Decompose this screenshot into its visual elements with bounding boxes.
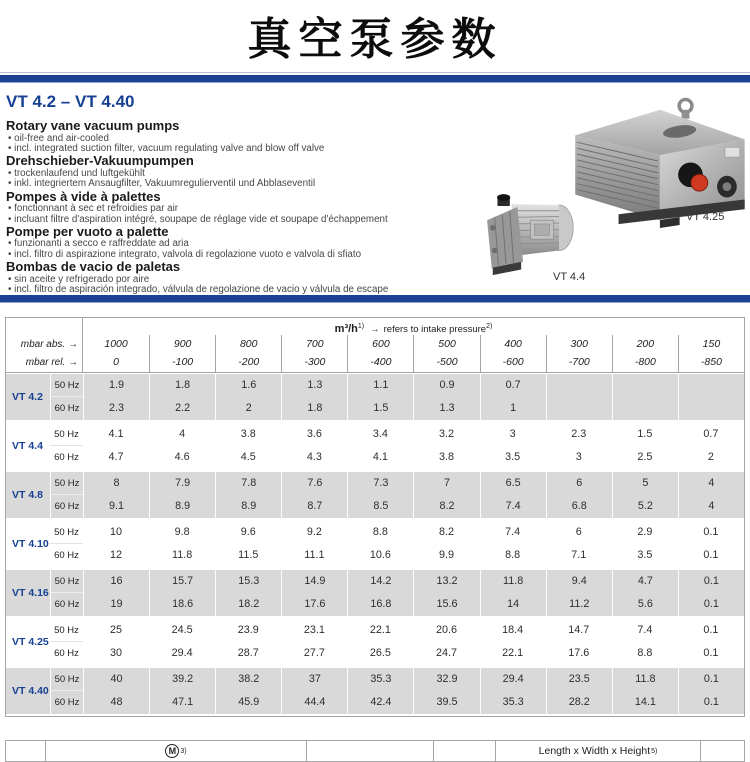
model-range-heading: VT 4.2 – VT 4.40 — [6, 92, 135, 111]
unit-header-cell — [83, 318, 744, 335]
flow-value: 1.3 — [413, 397, 479, 420]
table-header — [6, 318, 744, 373]
flow-value: 1.5 — [347, 397, 413, 420]
flow-value: 1.8 — [281, 397, 347, 420]
flow-value: 7.4 — [480, 495, 546, 518]
unit-footnote-mark: 1) — [357, 323, 365, 330]
flow-value: 1 — [480, 397, 546, 420]
flow-value: 4.7 — [612, 570, 678, 593]
flow-value: 5 — [612, 472, 678, 495]
feature-bullet: • funzionanti a secco e raffreddate ad aria — [6, 239, 742, 249]
flow-value: 2.3 — [83, 397, 149, 420]
lang-heading: Bombas de vacio de paletas — [6, 259, 181, 275]
flow-value: 16.8 — [347, 593, 413, 616]
flow-value: 11.2 — [546, 593, 612, 616]
flow-value — [546, 374, 612, 397]
flow-value: 8.9 — [149, 495, 215, 518]
flow-value: 8.8 — [637, 647, 653, 659]
mbar-abs-value: 500 — [438, 338, 456, 350]
flow-value: 20.6 — [436, 624, 458, 636]
flow-value: 11.8 — [612, 668, 678, 691]
flow-value: 2.9 — [637, 526, 653, 538]
flow-value: 35.3 — [480, 691, 546, 714]
flow-value: 16 — [83, 570, 149, 593]
frequency-label: 60 Hz — [54, 452, 79, 463]
flow-value — [678, 397, 744, 420]
pressure-column — [678, 335, 744, 372]
model-label: VT 4.10 — [12, 538, 49, 550]
flow-value: 18.2 — [215, 593, 281, 616]
pressure-column — [546, 335, 612, 372]
flow-value: 48 — [83, 691, 149, 714]
note-footnote-mark: 2) — [486, 323, 493, 330]
flow-value: 45.9 — [215, 691, 281, 714]
flow-value: 9.9 — [439, 549, 455, 561]
motor-header-cell — [46, 741, 307, 761]
flow-value: 6.5 — [480, 472, 546, 495]
flow-value: 4 — [179, 428, 186, 440]
flow-value: 4.1 — [108, 428, 124, 440]
feature-bullet: • incl. filtro di aspirazione integrato, valvola di regolazione vuoto e valvola di sfiato — [6, 250, 742, 260]
flow-value: 24.7 — [436, 647, 458, 659]
pressure-column — [215, 335, 281, 372]
flow-value: 14.1 — [612, 691, 678, 714]
frequency-label: 60 Hz — [50, 495, 83, 518]
flow-value: 8.7 — [281, 495, 347, 518]
flow-value: 4.5 — [240, 451, 256, 463]
flow-value: 0.1 — [703, 549, 719, 561]
model-group — [6, 619, 744, 665]
pressure-column — [480, 335, 546, 372]
flow-value: 32.9 — [413, 668, 479, 691]
model-group — [6, 423, 744, 469]
mbar-rel-value: -300 — [304, 356, 326, 368]
frequency-label: 60 Hz — [50, 397, 83, 420]
flow-value: 13.2 — [413, 570, 479, 593]
flow-value: 35.3 — [347, 668, 413, 691]
feature-bullet: • incl. filtro de aspiración integrado, válvula de regolazione de vacio y válvula de escape — [6, 285, 742, 295]
flow-value: 3 — [509, 428, 516, 440]
flow-value: 22.1 — [369, 624, 391, 636]
flow-value: 1.8 — [149, 374, 215, 397]
flow-value: 15.3 — [215, 570, 281, 593]
flow-value: 11.8 — [480, 570, 546, 593]
flow-value: 39.2 — [149, 668, 215, 691]
frequency-label: 50 Hz — [50, 619, 83, 642]
mbar-rel-value: -600 — [502, 356, 524, 368]
flow-value: 28.2 — [546, 691, 612, 714]
specs-empty-cell-3 — [701, 741, 744, 761]
mbar-rel-value: -700 — [568, 356, 590, 368]
flow-value: 4 — [678, 495, 744, 518]
flow-value: 3.5 — [505, 451, 521, 463]
flow-value: 9.4 — [546, 570, 612, 593]
mbar-abs-value: 800 — [239, 338, 258, 350]
mbar-rel-value: -500 — [436, 356, 458, 368]
flow-value: 2.5 — [637, 451, 653, 463]
flow-value: 6.8 — [546, 495, 612, 518]
flow-value: 18.4 — [502, 624, 524, 636]
flow-value: 0.1 — [678, 691, 744, 714]
dimensions-header-cell — [496, 741, 701, 761]
mbar-abs-value: 600 — [372, 338, 390, 350]
flow-value: 15.6 — [413, 593, 479, 616]
page-title: 真空泵参数 — [247, 14, 503, 65]
flow-value: 2.2 — [149, 397, 215, 420]
flow-value — [546, 397, 612, 420]
flow-value: 11.5 — [238, 549, 259, 561]
flow-value: 8.8 — [505, 549, 521, 561]
frequency-label: 50 Hz — [50, 374, 83, 397]
flow-value: 3.8 — [439, 451, 455, 463]
mbar-abs-value: 400 — [504, 338, 522, 350]
flow-value: 2 — [707, 451, 714, 463]
flow-value: 26.5 — [369, 647, 391, 659]
flow-value: 4.1 — [372, 451, 388, 463]
flow-value: 2.3 — [571, 428, 587, 440]
flow-value: 1.6 — [215, 374, 281, 397]
flow-value: 9.6 — [240, 526, 256, 538]
model-group — [6, 570, 744, 616]
flow-value: 14.9 — [281, 570, 347, 593]
flow-value: 3 — [575, 451, 582, 463]
frequency-label: 50 Hz — [50, 423, 83, 446]
flow-value — [612, 374, 678, 397]
flow-value: 9.2 — [306, 526, 322, 538]
flow-value: 5.2 — [612, 495, 678, 518]
feature-bullet: • oil-free and air-cooled — [6, 134, 742, 144]
flow-value: 7.3 — [347, 472, 413, 495]
mbar-abs-value: 150 — [702, 338, 721, 350]
flow-value: 42.4 — [347, 691, 413, 714]
feature-bullet: • incluant filtre d'aspiration intégré, soupape de réglage vide et soupape d'échappement — [6, 215, 742, 225]
flow-value: 38.2 — [215, 668, 281, 691]
flow-value: 2 — [215, 397, 281, 420]
flow-value: 3.4 — [372, 428, 388, 440]
lang-heading: Pompe per vuoto a palette — [6, 223, 169, 239]
flow-value: 44.4 — [281, 691, 347, 714]
flow-value: 5.6 — [612, 593, 678, 616]
mbar-rel-label: mbar rel. → — [25, 357, 78, 368]
lang-group-italian — [6, 225, 742, 260]
model-group — [6, 374, 744, 420]
frequency-label: 50 Hz — [50, 472, 83, 495]
pump-image-label-vt44: VT 4.4 — [553, 271, 586, 283]
lang-group-spanish — [6, 260, 742, 295]
flow-value: 7 — [413, 472, 479, 495]
dimensions-footnote-mark: 5) — [651, 747, 658, 755]
mbar-abs-value: 300 — [570, 338, 588, 350]
flow-value: 0.1 — [703, 624, 719, 636]
flow-value: 30 — [110, 647, 123, 659]
frequency-label: 60 Hz — [54, 550, 79, 561]
flow-value — [678, 374, 744, 397]
model-label: VT 4.40 — [12, 685, 49, 697]
flow-value: 8 — [83, 472, 149, 495]
vacuum-pump-vt44-image — [483, 188, 583, 278]
arrow-glyph: → — [370, 324, 380, 336]
section-divider-navy — [0, 295, 750, 302]
flow-value: 1.3 — [281, 374, 347, 397]
flow-value: 8.2 — [439, 526, 455, 538]
flow-value: 11.1 — [304, 549, 325, 561]
flow-value: 7.4 — [637, 624, 653, 636]
flow-value: 12 — [110, 549, 123, 561]
flow-value: 7.4 — [505, 526, 521, 538]
flow-value: 15.7 — [149, 570, 215, 593]
mbar-rel-value: -400 — [370, 356, 392, 368]
flow-value: 3.8 — [240, 428, 256, 440]
flow-value: 4 — [678, 472, 744, 495]
flow-value: 8.2 — [413, 495, 479, 518]
flow-value: 14 — [480, 593, 546, 616]
feature-bullet: • inkl. integriertem Ansaugfilter, Vakuumregulierventil und Abblaseventil — [6, 179, 742, 189]
pressure-column — [413, 335, 479, 372]
model-group — [6, 668, 744, 714]
flow-value: 7.1 — [571, 549, 587, 561]
pump-image-label-vt425: VT 4.25 — [686, 211, 725, 223]
mbar-abs-value: 1000 — [104, 338, 128, 350]
pressure-column — [347, 335, 413, 372]
pressure-column — [149, 335, 215, 372]
specs-empty-cell-1 — [307, 741, 434, 761]
flow-value: 0.7 — [703, 428, 719, 440]
flow-value: 24.5 — [171, 624, 193, 636]
flow-value: 29.4 — [480, 668, 546, 691]
frequency-label: 50 Hz — [50, 668, 83, 691]
flow-value: 18.6 — [149, 593, 215, 616]
flow-value: 0.1 — [703, 526, 719, 538]
flow-value: 10 — [110, 526, 123, 538]
flow-value: 14.7 — [568, 624, 590, 636]
pressure-row-labels — [6, 335, 83, 372]
flow-value: 29.4 — [171, 647, 193, 659]
specs-corner-cell — [6, 741, 46, 761]
motor-footnote-mark: 3) — [180, 747, 187, 755]
unit-note: refers to intake pressure — [383, 324, 487, 336]
dimensions-label: Length x Width x Height — [538, 745, 651, 757]
flow-value: 3.6 — [306, 428, 322, 440]
feature-bullet: • incl. integrated suction filter, vacuum regulating valve and blow off valve — [6, 144, 742, 154]
flow-value: 8.5 — [347, 495, 413, 518]
flow-value: 0.9 — [413, 374, 479, 397]
frequency-label: 60 Hz — [50, 691, 83, 714]
pressure-column — [281, 335, 347, 372]
flow-value: 27.7 — [303, 647, 325, 659]
flow-value: 39.5 — [413, 691, 479, 714]
mbar-rel-value: -850 — [700, 356, 722, 368]
unit-label: m³/h — [334, 323, 358, 336]
motor-icon: M — [165, 744, 179, 758]
lang-heading: Pompes à vide à palettes — [6, 188, 161, 204]
flow-value: 23.5 — [546, 668, 612, 691]
mbar-rel-value: -100 — [172, 356, 194, 368]
mbar-abs-value: 200 — [636, 338, 655, 350]
model-label: VT 4.16 — [12, 587, 49, 599]
flow-value: 9.8 — [174, 526, 190, 538]
feature-bullet: • sin aceite y refrigerado por aire — [6, 275, 742, 285]
model-label: VT 4.4 — [12, 440, 43, 452]
vacuum-pump-vt425-image — [560, 96, 750, 229]
flow-value: 4.6 — [174, 451, 190, 463]
model-label: VT 4.25 — [12, 636, 49, 648]
mbar-abs-label: mbar abs. → — [20, 339, 78, 350]
frequency-label: 60 Hz — [50, 593, 83, 616]
mbar-rel-value: -200 — [238, 356, 260, 368]
lang-heading: Drehschieber-Vakuumpumpen — [6, 153, 194, 169]
flow-value: 22.1 — [502, 647, 524, 659]
flow-value: 7.8 — [215, 472, 281, 495]
mbar-rel-value: -800 — [634, 356, 656, 368]
flow-value: 3.5 — [637, 549, 653, 561]
flow-value: 1.1 — [347, 374, 413, 397]
feature-bullet: • fonctionnant à sec et refroidies par air — [6, 204, 742, 214]
flow-value: 7.6 — [281, 472, 347, 495]
flow-value: 0.1 — [703, 647, 719, 659]
flow-value: 17.6 — [281, 593, 347, 616]
flow-value: 47.1 — [149, 691, 215, 714]
flow-value: 0.1 — [678, 593, 744, 616]
flow-value: 23.9 — [237, 624, 259, 636]
flow-value: 28.7 — [237, 647, 259, 659]
flow-value: 4.3 — [306, 451, 322, 463]
flow-value: 7.9 — [149, 472, 215, 495]
flow-rate-table — [5, 317, 745, 717]
flow-value: 0.1 — [678, 570, 744, 593]
flow-value: 4.7 — [108, 451, 124, 463]
mbar-abs-value: 700 — [306, 338, 324, 350]
model-group — [6, 521, 744, 567]
flow-value — [612, 397, 678, 420]
flow-value: 9.1 — [83, 495, 149, 518]
flow-value: 11.8 — [172, 549, 193, 561]
flow-value: 10.6 — [369, 549, 391, 561]
frequency-label: 50 Hz — [50, 521, 83, 544]
pressure-column — [83, 335, 149, 372]
frequency-label: 50 Hz — [50, 570, 83, 593]
specs-empty-cell-2 — [434, 741, 496, 761]
model-label: VT 4.2 — [12, 391, 43, 403]
flow-value: 1.9 — [83, 374, 149, 397]
flow-value: 6 — [575, 526, 582, 538]
header-rule-navy — [0, 75, 750, 82]
model-group — [6, 472, 744, 518]
page-header — [0, 0, 750, 72]
intro-section — [0, 83, 750, 295]
flow-value: 37 — [281, 668, 347, 691]
flow-value: 0.7 — [480, 374, 546, 397]
lang-heading: Rotary vane vacuum pumps — [6, 118, 180, 133]
flow-value: 25 — [110, 624, 123, 636]
flow-value: 40 — [83, 668, 149, 691]
mbar-rel-value: 0 — [113, 356, 119, 368]
flow-value: 14.2 — [347, 570, 413, 593]
flow-value: 19 — [83, 593, 149, 616]
pressure-column — [612, 335, 678, 372]
specs-table-partial — [5, 740, 745, 762]
flow-value: 8.9 — [215, 495, 281, 518]
frequency-label: 60 Hz — [54, 648, 79, 659]
header-corner-cell — [6, 318, 83, 335]
feature-bullet: • trockenlaufend und luftgekühlt — [6, 169, 742, 179]
mbar-abs-value: 900 — [173, 338, 192, 350]
flow-value: 23.1 — [303, 624, 325, 636]
flow-value: 0.1 — [678, 668, 744, 691]
model-label: VT 4.8 — [12, 489, 43, 501]
table-body — [6, 373, 744, 716]
flow-value: 6 — [546, 472, 612, 495]
flow-value: 3.2 — [439, 428, 455, 440]
flow-value: 8.8 — [372, 526, 388, 538]
flow-value: 17.6 — [568, 647, 590, 659]
flow-value: 1.5 — [637, 428, 653, 440]
